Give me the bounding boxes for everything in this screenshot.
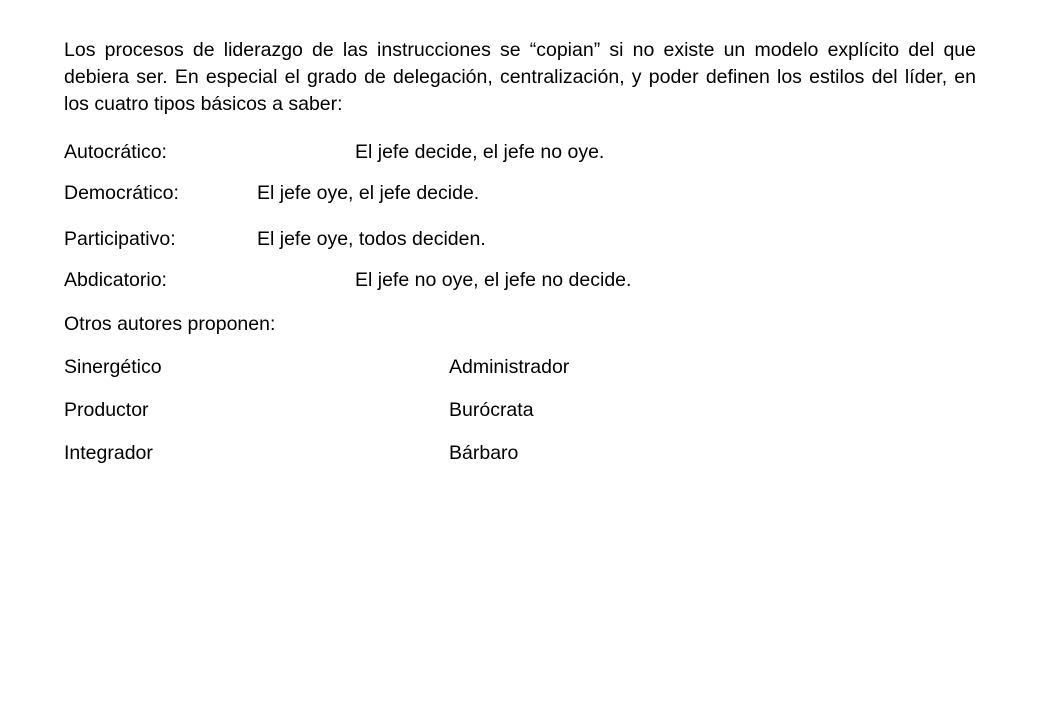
others-right: Bárbaro [449,442,519,464]
style-term: Abdicatorio: [64,269,167,291]
intro-paragraph: Los procesos de liderazgo de las instrucciones se “copian” si no existe un modelo explícito del que debiera ser. En especial el grado de delegación, centralización, y poder definen los estilos del líder, en los cuatro tipos básicos a saber: [64,39,976,115]
style-definition: El jefe oye, todos deciden. [257,228,486,250]
style-term: Participativo: [64,228,176,250]
style-term: Autocrático: [64,141,167,163]
others-left: Productor [64,399,149,421]
others-right: Burócrata [449,399,534,421]
others-left: Sinergético [64,356,162,378]
style-definition: El jefe decide, el jefe no oye. [355,141,605,163]
style-definition: El jefe oye, el jefe decide. [257,182,480,204]
style-term: Democrático: [64,182,179,204]
style-definition: El jefe no oye, el jefe no decide. [355,269,632,291]
others-heading: Otros autores proponen: [64,313,276,335]
others-right: Administrador [449,356,570,378]
others-left: Integrador [64,442,153,464]
